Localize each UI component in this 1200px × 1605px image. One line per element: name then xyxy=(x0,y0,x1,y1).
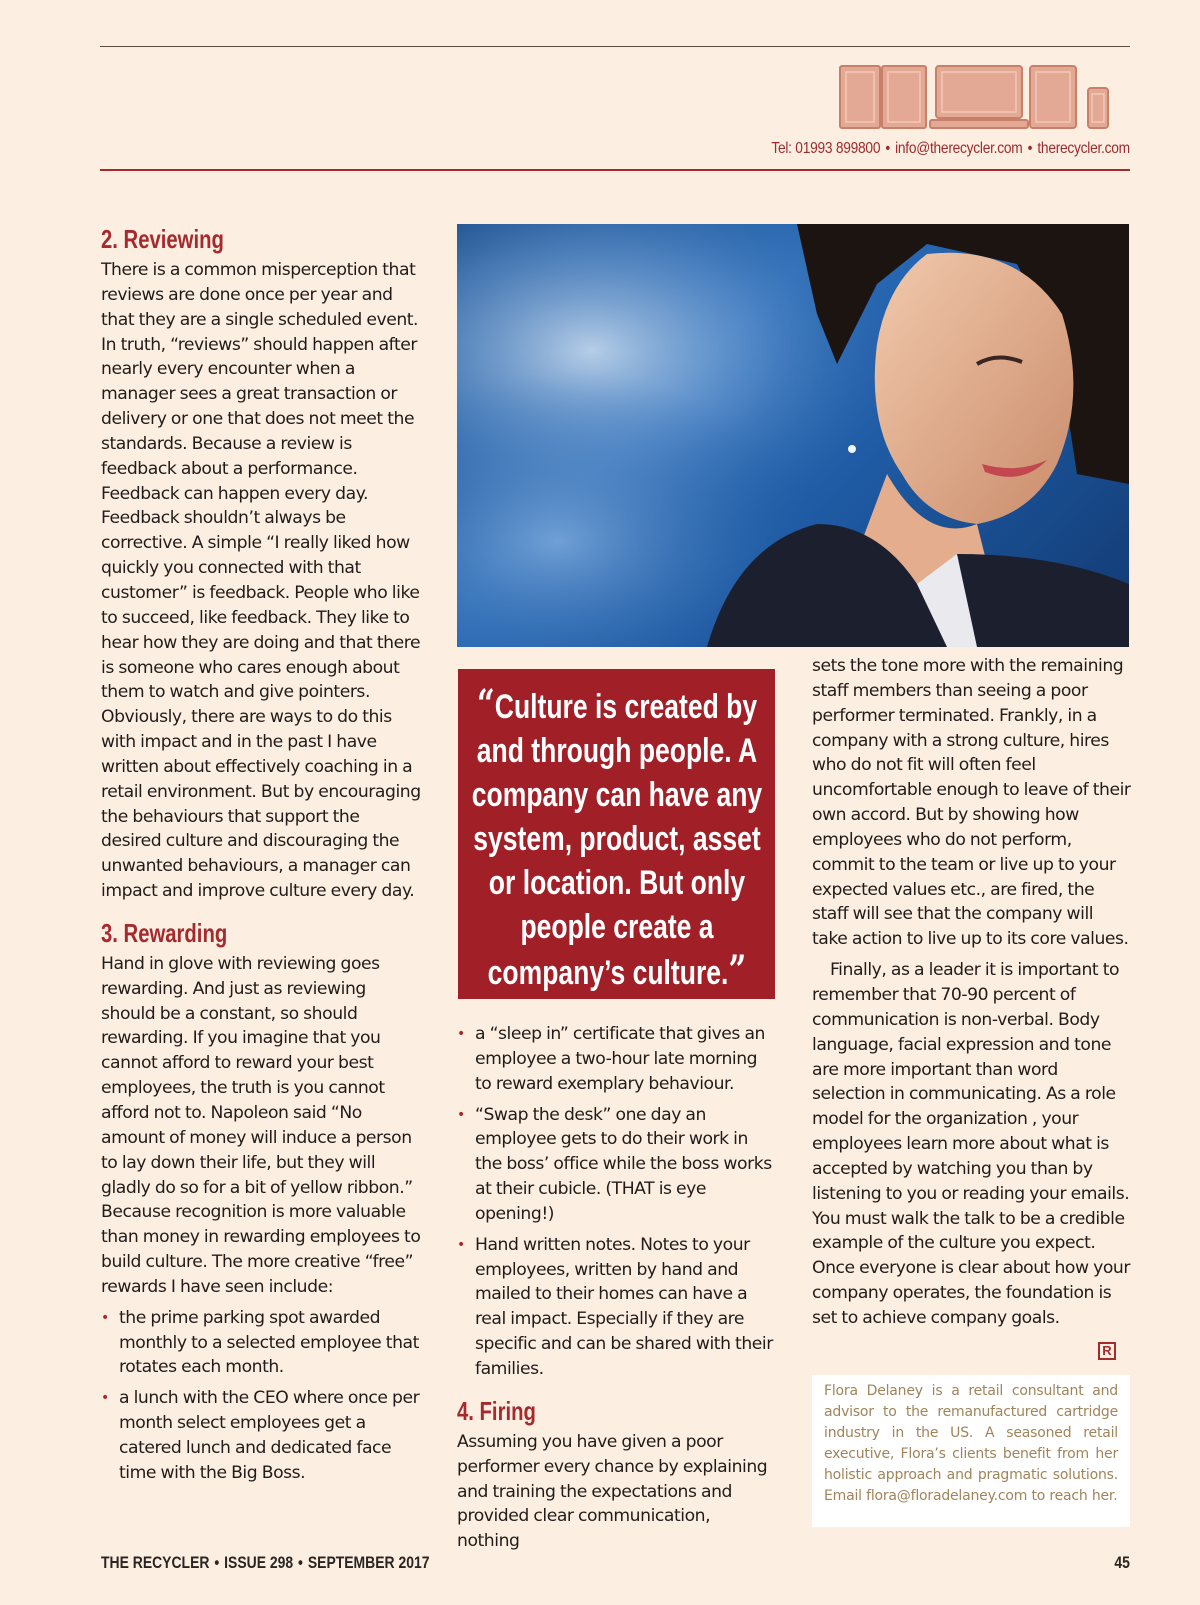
header-rule xyxy=(100,169,1130,171)
contact-phone: Tel: 01993 899800 xyxy=(771,140,881,157)
footer-publication: THE RECYCLER xyxy=(101,1553,210,1572)
pull-quote-text xyxy=(461,683,773,995)
rewards-list-continued xyxy=(457,1022,777,1382)
author-bio xyxy=(812,1375,1130,1527)
end-of-article-icon: R xyxy=(1098,1342,1116,1360)
section-heading-rewarding: 3. Rewarding xyxy=(101,917,228,948)
page-number: 45 xyxy=(1114,1553,1130,1572)
column-middle xyxy=(457,1016,777,1554)
contact-website[interactable]: therecycler.com xyxy=(1037,140,1130,157)
list-item: • Hand written notes. Notes to your employees, written by hand and mailed to their homes can have a real impact. Especially if they are specific and can be shared with their families. xyxy=(457,1233,777,1382)
pull-quote xyxy=(458,669,775,999)
column-right xyxy=(812,654,1132,1331)
author-bio-text: Flora Delaney is a retail consultant and advisor to the remanufactured cartridge industry in the US. A seasoned retail executive, Flora’s clients benefit from her holistic approach and pragmatic solutions. Email flora@floradelaney.com to reach her. xyxy=(824,1383,1118,1504)
separator: • xyxy=(214,1553,220,1572)
separator: • xyxy=(885,140,891,157)
devices-icon xyxy=(838,64,1112,130)
footer-issue: ISSUE 298 xyxy=(224,1553,294,1572)
list-item: • the prime parking spot awarded monthly to a selected employee that rotates each month. xyxy=(101,1306,421,1381)
article-photo xyxy=(457,224,1129,647)
contact-line xyxy=(772,140,1130,158)
separator: • xyxy=(298,1553,303,1572)
rewards-list xyxy=(101,1306,421,1486)
paragraph-rewarding: Hand in glove with reviewing goes rewarding. And just as reviewing should be a constant, so should rewarding. If you imagine that you cannot afford to reward your best employees, the truth is you cannot afford not to. Napoleon said “No amount of money will induce a person to lay down their life, but they will gladly do so for a bit of yellow ribbon.” Because recognition is more valuable than money in rewarding employees to build culture. The more creative “free” rewards I have seen include: xyxy=(101,953,421,1297)
list-item: • a “sleep in” certificate that gives an employee a two-hour late morning to reward exemplary behaviour. xyxy=(457,1022,777,1097)
top-rule xyxy=(100,46,1130,47)
list-item: • “Swap the desk” one day an employee gets to do their work in the boss’ office while the boss works at their cubicle. (THAT is eye opening!) xyxy=(457,1103,777,1227)
footer-date: SEPTEMBER 2017 xyxy=(307,1553,430,1572)
paragraph-reviewing: There is a common misperception that reviews are done once per year and that they are a single scheduled event. In truth, “reviews” should happen after nearly every encounter when a manager sees a great transaction or delivery or one that does not meet the standards. Because a review is feedback about a performance. Feedback can happen every day. Feedback shouldn’t always be corrective. A simple “I really liked how quickly you connected with that customer” is feedback. People who like to succeed, like feedback. They like to hear how they are doing and that there is someone who cares enough about them to watch and give pointers. Obviously, there are ways to do this with impact and in the past I have written about effectively coaching in a retail environment. But by encouraging the behaviours that support the desired culture and discouraging the unwanted behaviours, a manager can impact and improve culture every day. xyxy=(101,260,421,902)
section-heading-firing: 4. Firing xyxy=(457,1395,536,1426)
footer-publication-line xyxy=(101,1553,429,1573)
contact-email[interactable]: info@therecycler.com xyxy=(895,140,1023,157)
list-item: • a lunch with the CEO where once per month select employees get a catered lunch and dedicated face time with the Big Boss. xyxy=(101,1386,421,1485)
open-quote-mark: “ xyxy=(476,681,495,728)
quote-body: Culture is created by and through people. A company can have any system, product, asset or location. But only people create a company’s culture. xyxy=(471,688,763,992)
close-quote-mark: ” xyxy=(728,947,747,994)
paragraph-firing-continued: sets the tone more with the remaining staff members than seeing a poor performer terminated. Frankly, in a company with a strong culture, hires who do not fit will often feel uncomfortable enough to leave of their own accord. But by showing how employees who do not perform, commit to the team or live up to your expected values etc., are fired, the staff will see that the company will take action to live up to its core values. xyxy=(812,656,1131,950)
paragraph-firing: Assuming you have given a poor performer every chance by explaining and training the expectations and provided clear communication, nothing xyxy=(457,1431,768,1552)
paragraph-finally: Finally, as a leader it is important to remember that 70-90 percent of communication is non-verbal. Body language, facial expression and tone are more important than word selection in communicating. As a role model for the organization , your employees learn more about what is accepted by watching you than by listening to you or reading your emails. You must walk the talk to be a credible example of the culture you expect. Once everyone is clear about how your company operates, the foundation is set to achieve company goals. xyxy=(812,960,1130,1328)
column-left xyxy=(101,222,421,1486)
section-heading-reviewing: 2. Reviewing xyxy=(101,224,224,254)
separator: • xyxy=(1027,140,1033,157)
